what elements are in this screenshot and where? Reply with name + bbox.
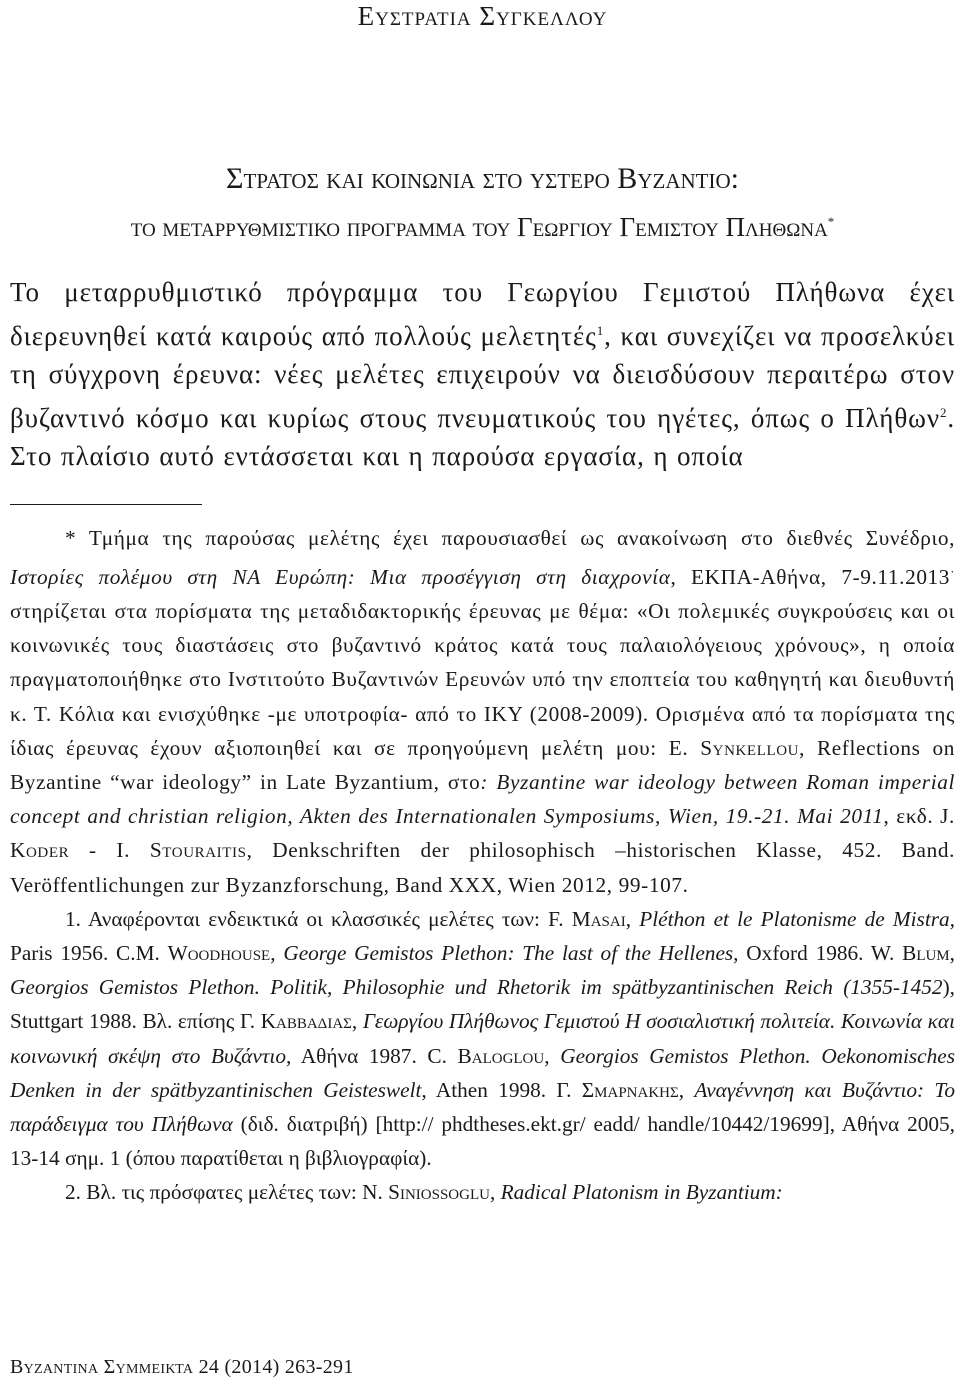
fn-text: , bbox=[351, 1009, 363, 1034]
fn-text: , bbox=[625, 906, 640, 931]
fn-text: ), Stuttgart 1988. Βλ. επίσης Γ. bbox=[10, 975, 955, 1034]
fn-text: 2. Βλ. τις πρόσφατες μελέτες των: N. bbox=[65, 1180, 389, 1205]
article-title-line-1: Στρατος και κοινωνια στο υστερο Βυζαντιο: bbox=[226, 162, 739, 195]
fn-italic: Pléthon et le Platonisme de Mistra, bbox=[639, 906, 956, 931]
journal-name: Βυζαντινα Συμμεικτα bbox=[10, 1356, 194, 1378]
fn-italic: Georgios Gemistos Plethon. Oekonomisches Denken in der spätbyzantinischen Geisteswelt, bbox=[10, 1043, 956, 1102]
body-paragraph bbox=[10, 273, 955, 476]
fn-author: Woodhouse bbox=[167, 941, 271, 966]
fn-text: , Reflections on Byzantine “war ideology” in Late Byzantium, στο bbox=[10, 735, 955, 795]
fn-italic: : Byzantine war ideology between Roman imperial concept and christian religion, Akten des Internationalen Symposiums, Wien, 19.-21. Mai 2011 bbox=[10, 770, 955, 829]
fn-text: Athen 1998. Γ. bbox=[426, 1077, 582, 1102]
fn-text: 1. Αναφέρονται ενδεικτικά οι κλασσικές μελέτες των: F. bbox=[65, 906, 572, 931]
fn-author: Synkellou bbox=[700, 735, 800, 760]
fn-author: Stouraitis bbox=[149, 838, 247, 863]
body-text-3: . Στο πλαίσιο αυτό εντάσσεται και η παρούσα εργασία, η οποία bbox=[10, 402, 955, 471]
fn-text: , bbox=[489, 1180, 501, 1205]
fn-text: Paris 1956. C.M. bbox=[10, 941, 168, 966]
title-footnote-marker[interactable]: * bbox=[827, 214, 835, 229]
fn-text: στηρίζεται στα πορίσματα της μεταδιδακτορικής έρευνας με θέμα: «Οι πολεμικές συγκρούσεις και οι κοινωνικές τους διαστάσεις στο βυζαντινό κράτος κατά τους παλαιολόγειους χρόνους», η οποία πραγματοποιήθηκε στο Ινστιτούτο Βυζαντινών Ερευνών υπό την εποπτεία του καθηγητή και διευθυντή κ. Τ. Κόλια και ενισχύθηκε -με υποτροφία- από το ΙΚΥ (2008-2009). Ορισμένα από τα πορίσματα της ίδιας έρευνας έχουν αξιοποιηθεί και σε προηγούμενη μελέτη μου: Ε. bbox=[10, 599, 955, 760]
article-title-line-2 bbox=[10, 202, 955, 247]
fn-text: , bbox=[678, 1077, 695, 1102]
running-head-author: Ευστρατια Συγκελλου bbox=[357, 1, 608, 31]
article-title-line-2-text: το μεταρρυθμιστικο προγραμμα του Γεωργιου Γεμιστου Πληθωνα bbox=[130, 212, 828, 242]
fn-author: Καββαδιας bbox=[260, 1009, 352, 1034]
page bbox=[10, 0, 955, 1210]
fn-text: - I. bbox=[69, 838, 150, 863]
fn-author: Baloglou bbox=[457, 1043, 545, 1068]
fn-text: , ΕΚΠΑ-Αθήνα, 7-9.11.2013 bbox=[670, 564, 951, 589]
body-text-2: , και συνεχίζει να προσελκύει τη σύγχρονη έρευνα: νέες μελέτες επιχειρούν να διεισδύσουν περαιτέρω στον βυζαντινό κόσμο και κυρίως στους πνευματικούς του ηγέτες, όπως ο Πλήθων bbox=[10, 320, 955, 433]
fn-text: Αθήνα 1987. C. bbox=[291, 1043, 458, 1068]
footnote-2 bbox=[10, 1175, 955, 1209]
journal-footer bbox=[10, 1356, 354, 1379]
fn-author: Blum bbox=[902, 941, 950, 966]
fn-italic: Αναγέννηση και Βυζάντιο: Το παράδειγμα του Πλήθωνα bbox=[10, 1077, 955, 1137]
fn-italic: George Gemistos Plethon: The last of the Hellenes, bbox=[283, 941, 739, 966]
fn-text: Oxford 1986. W. bbox=[738, 941, 903, 966]
fn-author: Masai bbox=[571, 906, 626, 931]
footnote-star: * Τμήμα της παρούσας μελέτης έχει παρουσιασθεί ως ανακοίνωση στο διεθνές Συνέδριο, Ιστορίες πολέμου στη ΝΑ Ευρώπη: Μια προσέγγιση στη διαχρονία, ΕΚΠΑ-Αθήνα, 7-9.11.2013· στηρίζεται στα πορίσματα της μεταδιδακτορικής έρευνας με θέμα: «Οι πολεμικές συγκρούσεις και οι κοινωνικές τους διαστάσεις στο βυζαντινό κράτος κατά τους παλαιολόγειους χρόνους», η οποία πραγματοποιήθηκε στο Ινστιτούτο Βυζαντινών Ερευνών υπό την εποπτεία του καθηγητή και διευθυντή κ. Τ. Κόλια και ενισχύθηκε -με υποτροφία- από το ΙΚΥ (2008-2009). Ορισμένα από τα πορίσματα της ίδιας έρευνας έχουν αξιοποιηθεί και σε προηγούμενη μελέτη μου: Ε. Synkellou, Reflections on Byzantine “war ideology” in Late Byzantium, στο: Byzantine war ideology between Roman imperial concept and christian religion, Akten des Internationalen Symposiums, Wien, 19.-21. Mai 2011, εκδ. J. Koder - I. Stouraitis, Denkschriften der philosophisch –historischen Klasse, 452. Band. Veröffentlichungen zur Byzanzforschung, Band XXX, Wien 2012, 99-107. bbox=[10, 525, 955, 897]
footnote-ref-1[interactable]: 1 bbox=[596, 322, 605, 338]
fn-italic: Radical Platonism in Byzantium: bbox=[500, 1180, 783, 1205]
footnote-separator-rule bbox=[10, 504, 202, 505]
fn-text: (διδ. διατριβή) [http:// phdtheses.ekt.gr/ eadd/ handle/10442/19699], Αθήνα 2005, 13-14 σημ. 1 (όπου παρατίθεται η βιβλιογραφία). bbox=[10, 1112, 955, 1171]
fn-italic: Georgios Gemistos Plethon. Politik, Philosophie und Rhetorik im spätbyzantinischen Reich (1355-1452 bbox=[10, 975, 943, 1000]
fn-text: , εκδ. J. bbox=[883, 804, 955, 829]
fn-text: , bbox=[270, 941, 284, 966]
fn-italic: Γεωργίου Πλήθωνος Γεμιστού Η σοσιαλιστική πολιτεία. Κοινωνία και κοινωνική σκέψη στο Βυζάντιο, bbox=[10, 1009, 955, 1068]
fn-author: Σμαρνακης bbox=[581, 1077, 679, 1102]
fn-author: Siniossoglu bbox=[388, 1180, 490, 1205]
footnote-ref-2[interactable]: 2 bbox=[939, 404, 948, 420]
body-text-1: Το μεταρρυθμιστικό πρόγραμμα του Γεωργίου Γεμιστού Πλήθωνα έχει διερευνηθεί κατά καιρούς από πολλούς μελετητές bbox=[10, 277, 955, 351]
fn-text: , Denkschriften der philosophisch –historischen Klasse, 452. Band. Veröffentlichungen zur Byzanzforschung, Band XXX, Wien 2012, 99-107. bbox=[10, 838, 955, 897]
fn-text: , bbox=[949, 941, 955, 966]
fn-text: * Τμήμα της παρούσας μελέτης έχει παρουσιασθεί ως ανακοίνωση στο διεθνές Συνέδριο, bbox=[65, 525, 955, 550]
footnotes bbox=[10, 521, 955, 1210]
fn-italic: Ιστορίες πολέμου στη ΝΑ Ευρώπη: Μια προσέγγιση στη διαχρονία bbox=[10, 564, 671, 589]
fn-author: Koder bbox=[10, 838, 70, 863]
footnote-1 bbox=[10, 902, 955, 1176]
fn-text: , bbox=[544, 1043, 561, 1068]
journal-issue: 24 (2014) 263-291 bbox=[193, 1356, 354, 1378]
